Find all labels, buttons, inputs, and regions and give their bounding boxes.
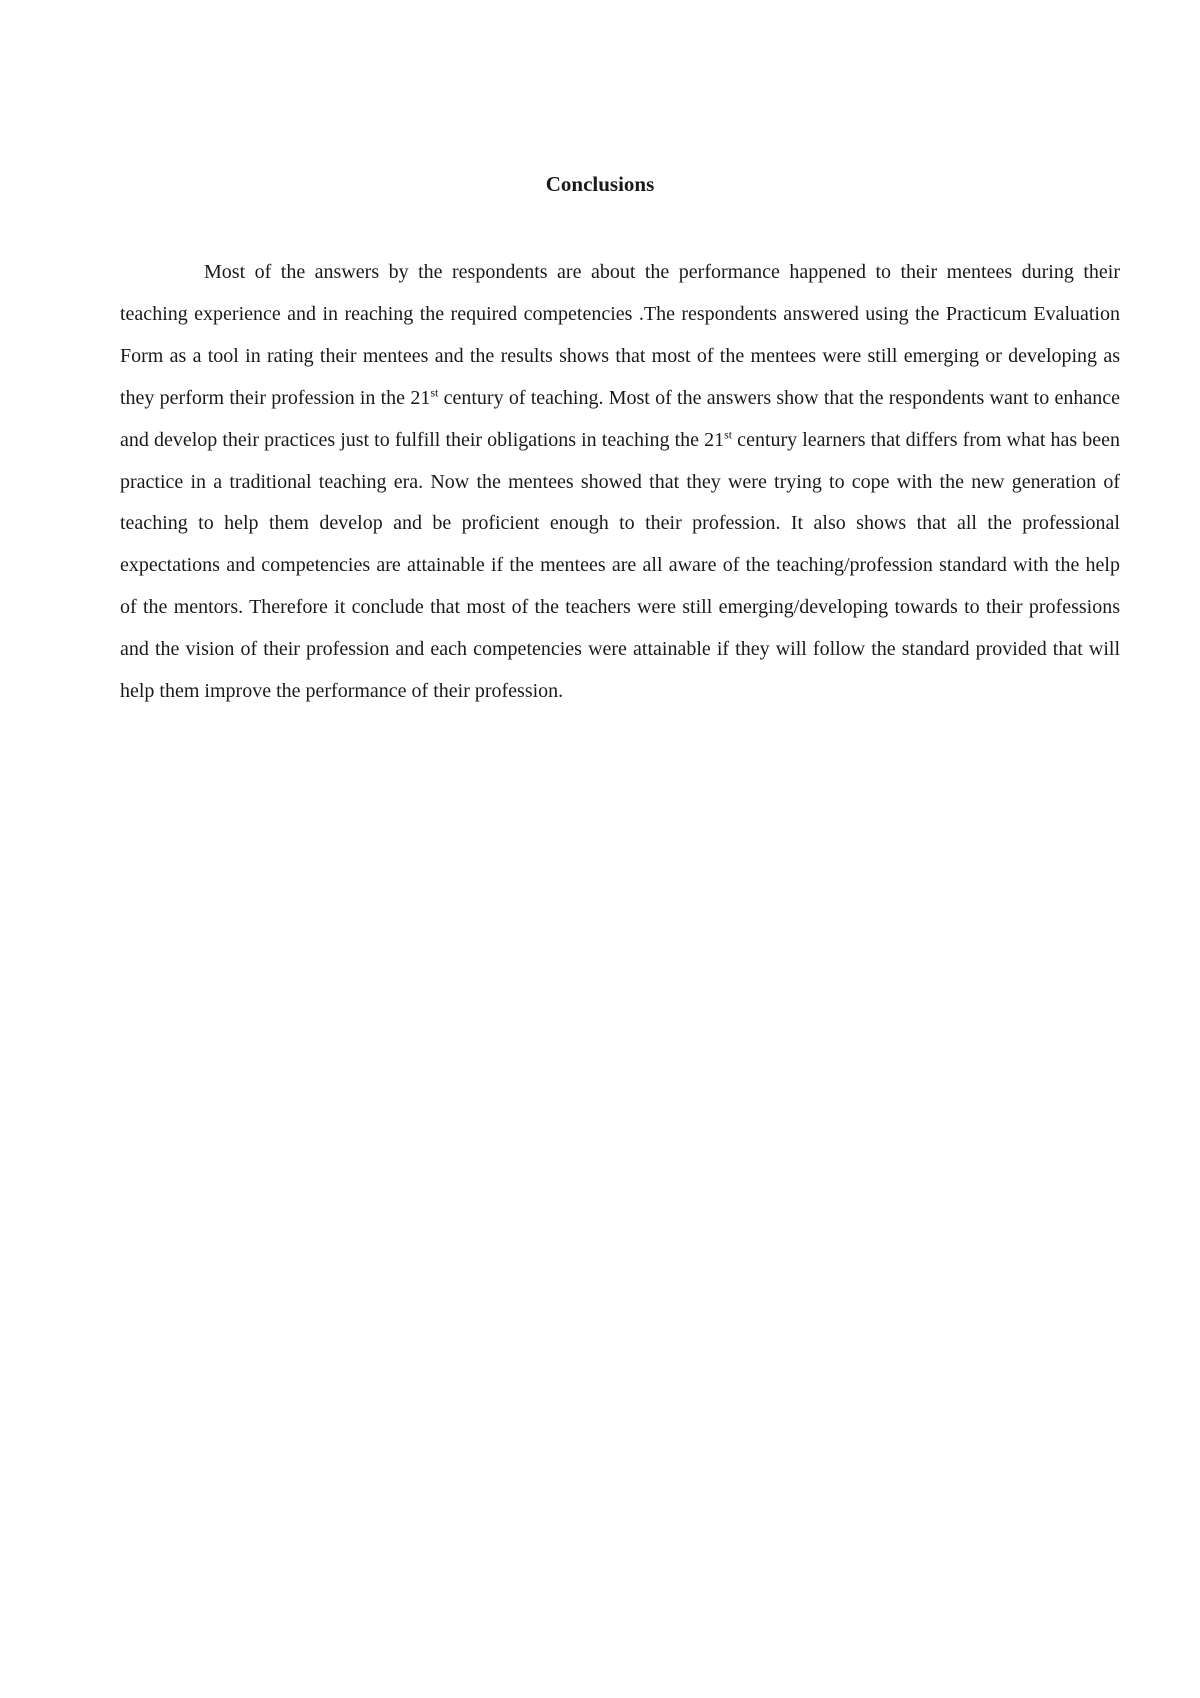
ordinal-superscript-2: st [724,426,733,441]
ordinal-superscript-1: st [430,385,439,400]
paragraph-text-part-2: century of teaching. Most of the answers show that the respondents want to enhance and develop their practices just to fulfill their obligations in teaching the 21 [120,386,1120,451]
conclusions-paragraph [120,252,1120,713]
section-heading: Conclusions [545,172,655,196]
paragraph-text-part-3: century learners that differs from what has been practice in a traditional teaching era. Now the mentees showed that they were trying to cope with the new generation of teaching to help them develop and be proficient enough to their profession. It also shows that all the professional expectations and competencies are attainable if the mentees are all aware of the teaching/profession standard with the help of the mentors. Therefore it conclude that most of the teachers were still emerging/developing towards to their professions and the vision of their profession and each competencies were attainable if they will follow the standard provided that will help them improve the performance of their profession. [120,428,1120,703]
paragraph-text-part-1: Most of the answers by the respondents are about the performance happened to their mentees during their teaching experience and in reaching the required competencies .The respondents answered using the Practicum Evaluation Form as a tool in rating their mentees and the results shows that most of the mentees were still emerging or developing as they perform their profession in the 21 [120,261,1120,409]
